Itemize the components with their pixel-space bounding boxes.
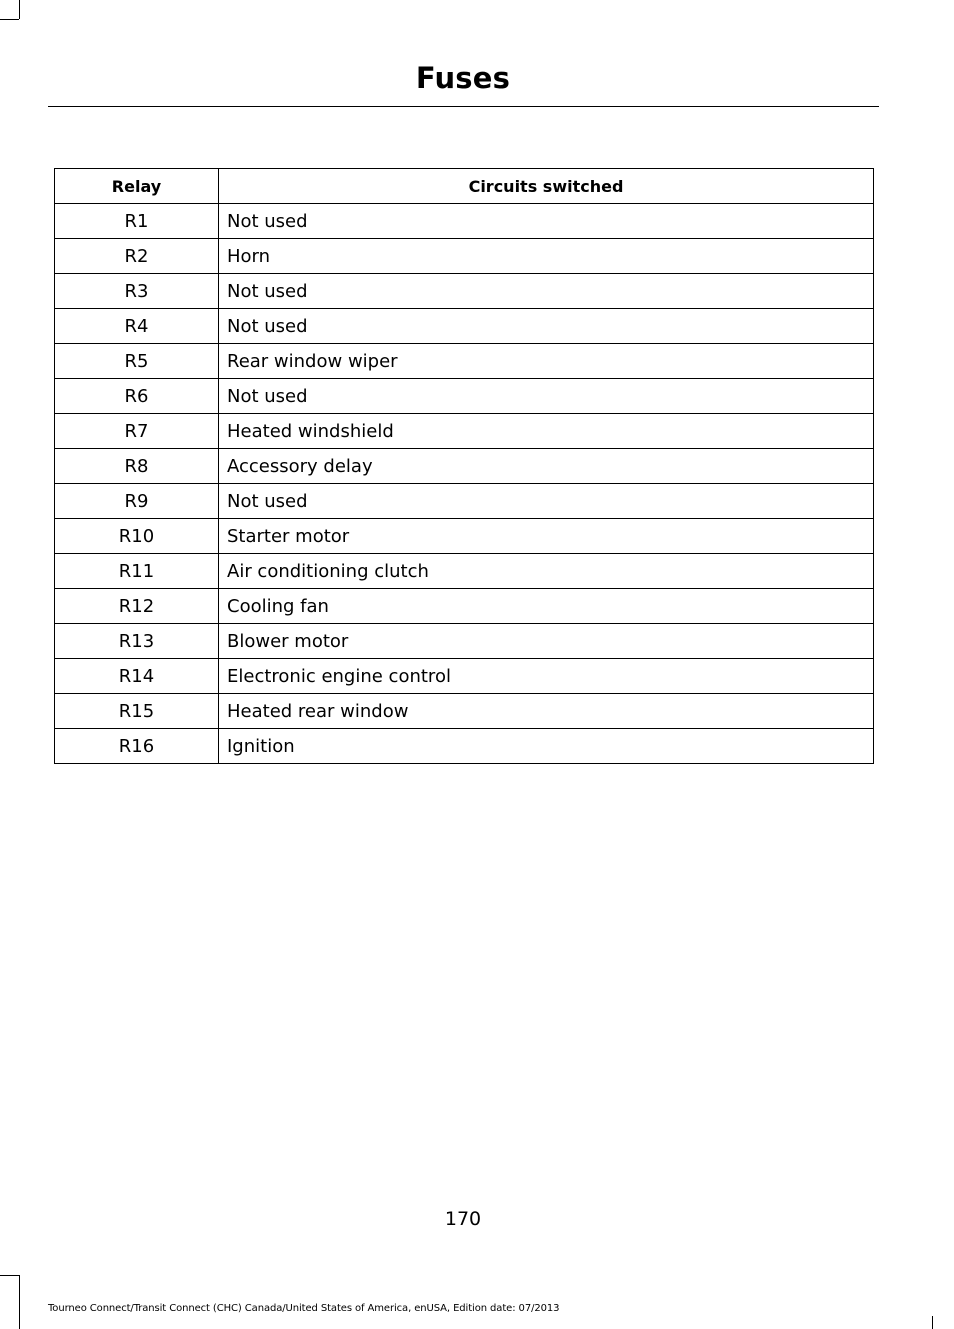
circuit-cell: Not used [219,274,874,309]
relay-cell: R6 [55,379,219,414]
circuit-cell: Not used [219,309,874,344]
circuit-cell: Starter motor [219,519,874,554]
crop-mark-bottom-left-vertical [19,1275,20,1329]
table-row [55,379,874,414]
footer-edition-text: Tourneo Connect/Transit Connect (CHC) Canada/United States of America, enUSA, Edition date: 07/2013 [48,1303,560,1314]
table-row [55,449,874,484]
table-row [55,204,874,239]
crop-mark-top-left-horizontal [0,19,19,20]
circuit-cell: Air conditioning clutch [219,554,874,589]
relay-cell: R15 [55,694,219,729]
table-row [55,519,874,554]
page-number: 170 [444,1208,482,1230]
circuit-cell: Not used [219,484,874,519]
table-row [55,274,874,309]
relay-cell: R16 [55,729,219,764]
table-row [55,414,874,449]
table-row [55,309,874,344]
circuit-cell: Cooling fan [219,589,874,624]
table-row [55,484,874,519]
relay-cell: R3 [55,274,219,309]
circuit-cell: Not used [219,379,874,414]
relay-cell: R9 [55,484,219,519]
circuit-cell: Heated rear window [219,694,874,729]
circuit-cell: Horn [219,239,874,274]
table-row [55,659,874,694]
crop-mark-top-left-vertical [19,0,20,19]
crop-mark-bottom-left-horizontal [0,1275,19,1276]
table-row [55,694,874,729]
relay-cell: R12 [55,589,219,624]
relay-cell: R4 [55,309,219,344]
relay-cell: R7 [55,414,219,449]
table-header-row [55,169,874,204]
relay-cell: R10 [55,519,219,554]
title-divider [48,106,879,107]
relay-cell: R5 [55,344,219,379]
table-row [55,554,874,589]
circuit-cell: Rear window wiper [219,344,874,379]
circuit-cell: Electronic engine control [219,659,874,694]
crop-mark-bottom-right-vertical [932,1316,933,1329]
relay-cell: R8 [55,449,219,484]
table-row [55,589,874,624]
circuit-cell: Not used [219,204,874,239]
relay-table [54,168,874,764]
circuit-cell: Ignition [219,729,874,764]
column-header-relay: Relay [55,169,219,204]
circuit-cell: Accessory delay [219,449,874,484]
relay-cell: R2 [55,239,219,274]
table-row [55,344,874,379]
table-row [55,239,874,274]
column-header-circuits-switched: Circuits switched [219,169,874,204]
page-title: Fuses [415,61,511,95]
relay-cell: R13 [55,624,219,659]
relay-cell: R1 [55,204,219,239]
circuit-cell: Heated windshield [219,414,874,449]
table-row [55,729,874,764]
relay-cell: R14 [55,659,219,694]
table-row [55,624,874,659]
circuit-cell: Blower motor [219,624,874,659]
relay-cell: R11 [55,554,219,589]
